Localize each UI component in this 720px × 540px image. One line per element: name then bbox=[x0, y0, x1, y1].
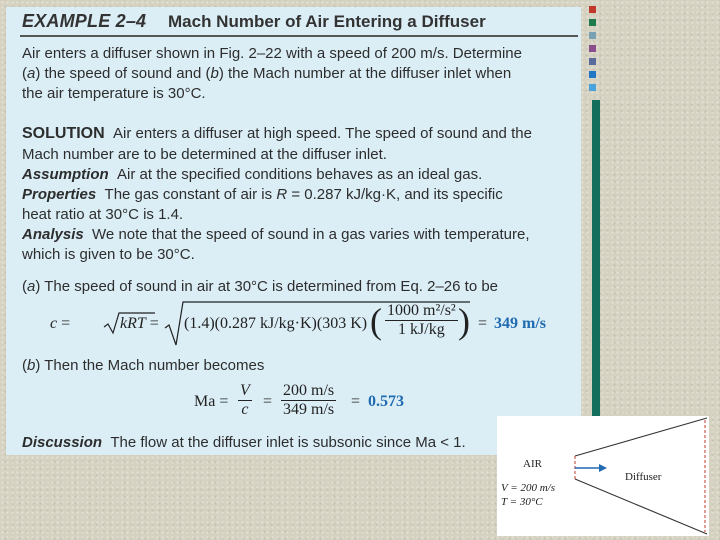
problem-line-2: (a) the speed of sound and (b) the Mach number at the diffuser inlet when bbox=[22, 65, 512, 82]
diffuser-label: Diffuser bbox=[625, 471, 662, 483]
c-symbol: c bbox=[241, 401, 249, 418]
part-a-marker: a bbox=[27, 278, 36, 295]
example-panel: EXAMPLE 2–4 Mach Number of Air Entering a Diffuser Air enters a diffuser shown in Fig. 2–22 with a speed of 200 m/s. Determine (a) the speed of sound and (b) the Mach number at the diffuser inlet when the air temperature is 30°C. SOLUTION Air enters a diffuser at high speed. The speed of sound and the Mach number are to be determined at the diffuser inlet. Assumption Air at the specified conditions behaves as an ideal gas. Properties The gas constant of air is R = 0.287 kJ/kg·K, and its specific heat ratio at 30°C is 1.4. Analysis We note that the speed of sound in a gas varies with temperature, which is given to be 30°C. (a) The speed of sound in air at 30°C is determined from Eq. 2–26 to be c = kRT = (1.4)(0.287 kJ/kg·K)(303 K) ( $\frac{\text{1000 m²/s²}}{1 kJ/kg}$ ) = 349 m/s (b) Then the Mach number becomes Ma = $\frac{V}{c}$ = $\frac{200 m/s}{349 m/s}$ = 0.573 Discussion The flow at the diffuser inlet is subsonic since Ma < 1. bbox=[6, 7, 581, 455]
analysis-label: Analysis bbox=[22, 226, 84, 243]
speed-ratio-numerator: 200 m/s bbox=[283, 382, 335, 399]
solution-text-1: Air enters a diffuser at high speed. The speed of sound and the bbox=[113, 125, 532, 142]
assumption-line bbox=[22, 166, 482, 183]
part-b-marker: b bbox=[27, 357, 36, 374]
solution-line-2: Mach number are to be determined at the diffuser inlet. bbox=[22, 146, 387, 163]
speed-label: V = 200 m/s bbox=[501, 482, 555, 494]
analysis-line-2: which is given to be 30°C. bbox=[22, 246, 195, 263]
discussion-line bbox=[22, 434, 466, 451]
part-a-line: (a) The speed of sound in air at 30°C is determined from Eq. 2–26 to be bbox=[22, 278, 499, 295]
v-over-c bbox=[238, 382, 252, 419]
problem-part-b: the Mach number at the diffuser inlet when bbox=[228, 65, 512, 82]
example-label: EXAMPLE 2–4 bbox=[22, 11, 147, 31]
problem-part-a: the speed of sound and bbox=[44, 65, 202, 82]
speed-ratio bbox=[281, 382, 336, 419]
stripe-slate bbox=[589, 58, 596, 65]
stripe-red bbox=[589, 6, 596, 13]
assumption-label: Assumption bbox=[22, 166, 109, 183]
mach-result: 0.573 bbox=[368, 393, 404, 410]
analysis-text-1: We note that the speed of sound in a gas varies with temperature, bbox=[92, 226, 530, 243]
properties-line-2: heat ratio at 30°C is 1.4. bbox=[22, 206, 184, 223]
part-b-line: (b) Then the Mach number becomes bbox=[22, 357, 265, 374]
example-title: Mach Number of Air Entering a Diffuser bbox=[168, 12, 486, 31]
unit-fraction-denominator: 1 kJ/kg bbox=[398, 321, 445, 338]
v-symbol: V bbox=[240, 382, 250, 399]
diffuser-figure bbox=[497, 416, 709, 536]
temperature-label: T = 30°C bbox=[501, 496, 543, 508]
stripe-blue bbox=[589, 71, 596, 78]
title-rule bbox=[20, 35, 578, 37]
diffuser-drawing bbox=[497, 416, 709, 536]
stripe-purple bbox=[589, 45, 596, 52]
unit-fraction bbox=[385, 302, 458, 339]
unit-fraction-numerator: 1000 m²/s² bbox=[387, 302, 456, 319]
stripe-green bbox=[589, 19, 596, 26]
radicand: (1.4)(0.287 kJ/kg·K)(303 K) bbox=[184, 315, 368, 332]
stripe-gray-blue bbox=[589, 32, 596, 39]
properties-label: Properties bbox=[22, 186, 97, 203]
side-bar bbox=[592, 100, 600, 420]
speed-ratio-denominator: 349 m/s bbox=[283, 401, 335, 418]
assumption-text: Air at the specified conditions behaves as an ideal gas. bbox=[117, 166, 483, 183]
discussion-label: Discussion bbox=[22, 434, 103, 451]
properties-line-1: Properties The gas constant of air is R = 0.287 kJ/kg·K, and its specific bbox=[22, 186, 503, 203]
discussion-text: The flow at the diffuser inlet is subsonic since Ma < 1. bbox=[110, 434, 466, 451]
part-b-text: Then the Mach number becomes bbox=[44, 357, 265, 374]
problem-line-3: the air temperature is 30°C. bbox=[22, 85, 206, 102]
part-a-text: The speed of sound in air at 30°C is determined from Eq. 2–26 to be bbox=[44, 278, 499, 295]
speed-of-sound-result: 349 m/s bbox=[494, 315, 546, 332]
analysis-line-1 bbox=[22, 226, 530, 243]
fluid-label: AIR bbox=[523, 458, 542, 470]
solution-header: SOLUTION bbox=[22, 125, 105, 142]
problem-line-1: Air enters a diffuser shown in Fig. 2–22 with a speed of 200 m/s. Determine bbox=[22, 45, 522, 62]
color-stripes bbox=[589, 6, 596, 97]
properties-text-1: The gas constant of air is bbox=[104, 186, 273, 203]
stripe-light-blue bbox=[589, 84, 596, 91]
properties-text-2: kJ/kg·K, and its specific bbox=[345, 186, 503, 203]
solution-line-1 bbox=[22, 125, 532, 143]
